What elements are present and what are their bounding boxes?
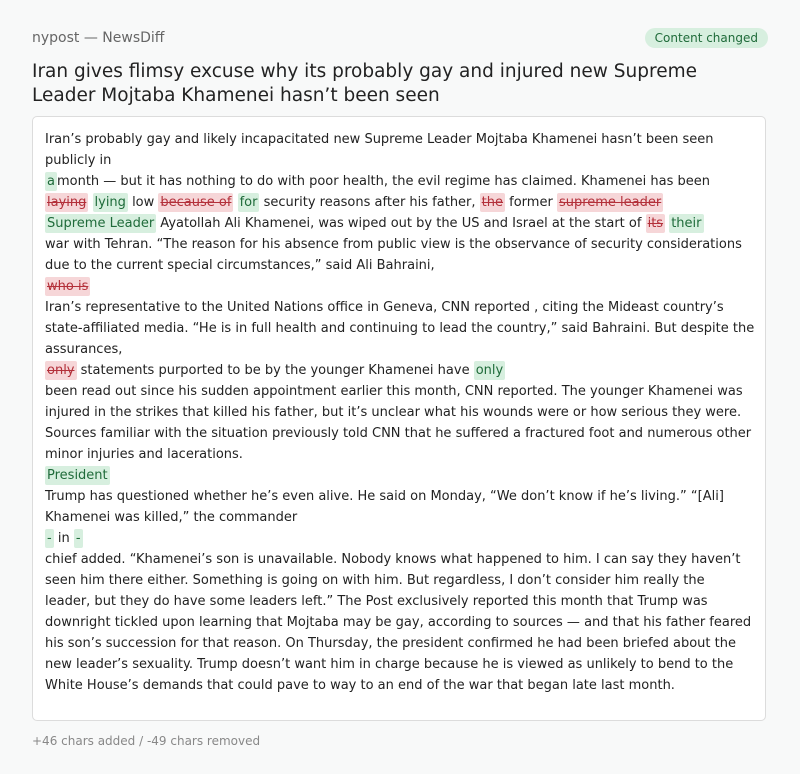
- unchanged-text: Iran’s representative to the United Nations office in Geneva, CNN reported , citing the Mideast country’s: [45, 300, 724, 315]
- diff-line: [45, 528, 753, 549]
- diff-line: [45, 318, 753, 339]
- deleted-text: the: [481, 195, 504, 210]
- unchanged-text: minor injuries and lacerations.: [45, 447, 243, 462]
- diff-line: [45, 213, 753, 234]
- diff-line: [45, 486, 753, 507]
- unchanged-text: White House’s demands that could pave to way to an end of the war that began late last month.: [45, 678, 675, 693]
- unchanged-text: month — but it has nothing to do with poor health, the evil regime has claimed. Khamenei has been: [56, 174, 710, 189]
- deleted-text: who is: [47, 279, 89, 294]
- inserted-text: a: [47, 174, 55, 189]
- deleted-text: laying: [47, 195, 87, 210]
- diff-line: [45, 570, 753, 591]
- unchanged-text: Trump has questioned whether he’s even alive. He said on Monday, “We don’t know if he’s living.” “[Ali]: [45, 489, 724, 504]
- unchanged-text: been read out since his sudden appointment earlier this month, CNN reported. The younger Khamenei was: [45, 384, 743, 399]
- status-badge: Content changed: [645, 28, 768, 48]
- diff-line: [45, 633, 753, 654]
- inserted-text: lying: [94, 195, 126, 210]
- diff-summary: +46 chars added / -49 chars removed: [32, 734, 261, 748]
- diff-line: [45, 591, 753, 612]
- unchanged-text: Iran’s probably gay and likely incapacitated new Supreme Leader Mojtaba Khamenei hasn’t been seen: [45, 132, 714, 147]
- diff-line: [45, 549, 753, 570]
- article-headline: Iran gives flimsy excuse why its probably gay and injured new Supreme Leader Mojtaba Khamenei hasn’t been seen: [32, 61, 697, 106]
- diff-line: [45, 654, 753, 675]
- diff-line: [45, 234, 753, 255]
- inserted-text: -: [75, 531, 81, 546]
- diff-line: [45, 360, 753, 381]
- diff-line: [45, 444, 753, 465]
- unchanged-text: downright tickled upon learning that Mojtaba may be gay, according to sources — and that his father feared: [45, 615, 752, 630]
- deleted-text: because of: [160, 195, 232, 210]
- inserted-text: only: [475, 363, 504, 378]
- unchanged-text: state-affiliated media. “He is in full health and continuing to lead the country,” said Bahraini. But despite the: [45, 321, 755, 336]
- unchanged-text: Ayatollah Ali Khamenei, was wiped out by the US and Israel at the start of: [156, 216, 646, 231]
- deleted-text: supreme leader: [558, 195, 662, 210]
- unchanged-text: injured in the strikes that killed his father, but it’s unclear what his wounds were or how serious they were.: [45, 405, 742, 420]
- unchanged-text: [233, 195, 237, 210]
- unchanged-text: seen him there either. Something is going on with him. But regardless, I don’t consider him really the: [45, 573, 705, 588]
- unchanged-text: chief added. “Khamenei’s son is unavailable. Nobody knows what happened to him. I can say they haven’t: [45, 552, 741, 567]
- diff-line: [45, 129, 753, 150]
- diff-line: [45, 675, 753, 696]
- unchanged-text: security reasons after his father,: [259, 195, 480, 210]
- source-label: nypost — NewsDiff: [32, 30, 165, 46]
- diff-line: [45, 381, 753, 402]
- diff-line: [45, 507, 753, 528]
- diff-line: [45, 297, 753, 318]
- deleted-text: its: [647, 216, 664, 231]
- unchanged-text: former: [505, 195, 557, 210]
- unchanged-text: Khamenei was killed,” the commander: [45, 510, 298, 525]
- inserted-text: for: [239, 195, 258, 210]
- inserted-text: President: [47, 468, 108, 483]
- diff-line: [45, 276, 753, 297]
- diff-line: [45, 402, 753, 423]
- unchanged-text: [88, 195, 92, 210]
- diff-line: [45, 339, 753, 360]
- unchanged-text: his son’s succession for that reason. On Thursday, the president confirmed he had been briefed about the: [45, 636, 736, 651]
- inserted-text: Supreme Leader: [47, 216, 155, 231]
- inserted-text: their: [671, 216, 702, 231]
- unchanged-text: in: [53, 531, 74, 546]
- diff-line: [45, 465, 753, 486]
- unchanged-text: war with Tehran. “The reason for his absence from public view is the observance of security considerations: [45, 237, 742, 252]
- inserted-text: -: [47, 531, 52, 546]
- diff-body: [32, 116, 766, 721]
- top-bar: [32, 28, 768, 48]
- diff-line: [45, 171, 753, 192]
- unchanged-text: publicly in: [45, 153, 112, 168]
- unchanged-text: Sources familiar with the situation previously told CNN that he suffered a fractured foot and numerous other: [45, 426, 752, 441]
- unchanged-text: due to the current special circumstances,” said Ali Bahraini,: [45, 258, 435, 273]
- unchanged-text: leader, but they do have some leaders left.” The Post exclusively reported this month that Trump was: [45, 594, 708, 609]
- diff-line: [45, 255, 753, 276]
- diff-line: [45, 150, 753, 171]
- unchanged-text: statements purported to be by the younger Khamenei have: [76, 363, 474, 378]
- diff-line: [45, 192, 753, 213]
- deleted-text: only: [47, 363, 75, 378]
- diff-line: [45, 612, 753, 633]
- diff-line: [45, 423, 753, 444]
- unchanged-text: assurances,: [45, 342, 123, 357]
- unchanged-text: low: [127, 195, 159, 210]
- unchanged-text: new leader’s sexuality. Trump doesn’t want him in charge because he is viewed as unlikely to bend to the: [45, 657, 734, 672]
